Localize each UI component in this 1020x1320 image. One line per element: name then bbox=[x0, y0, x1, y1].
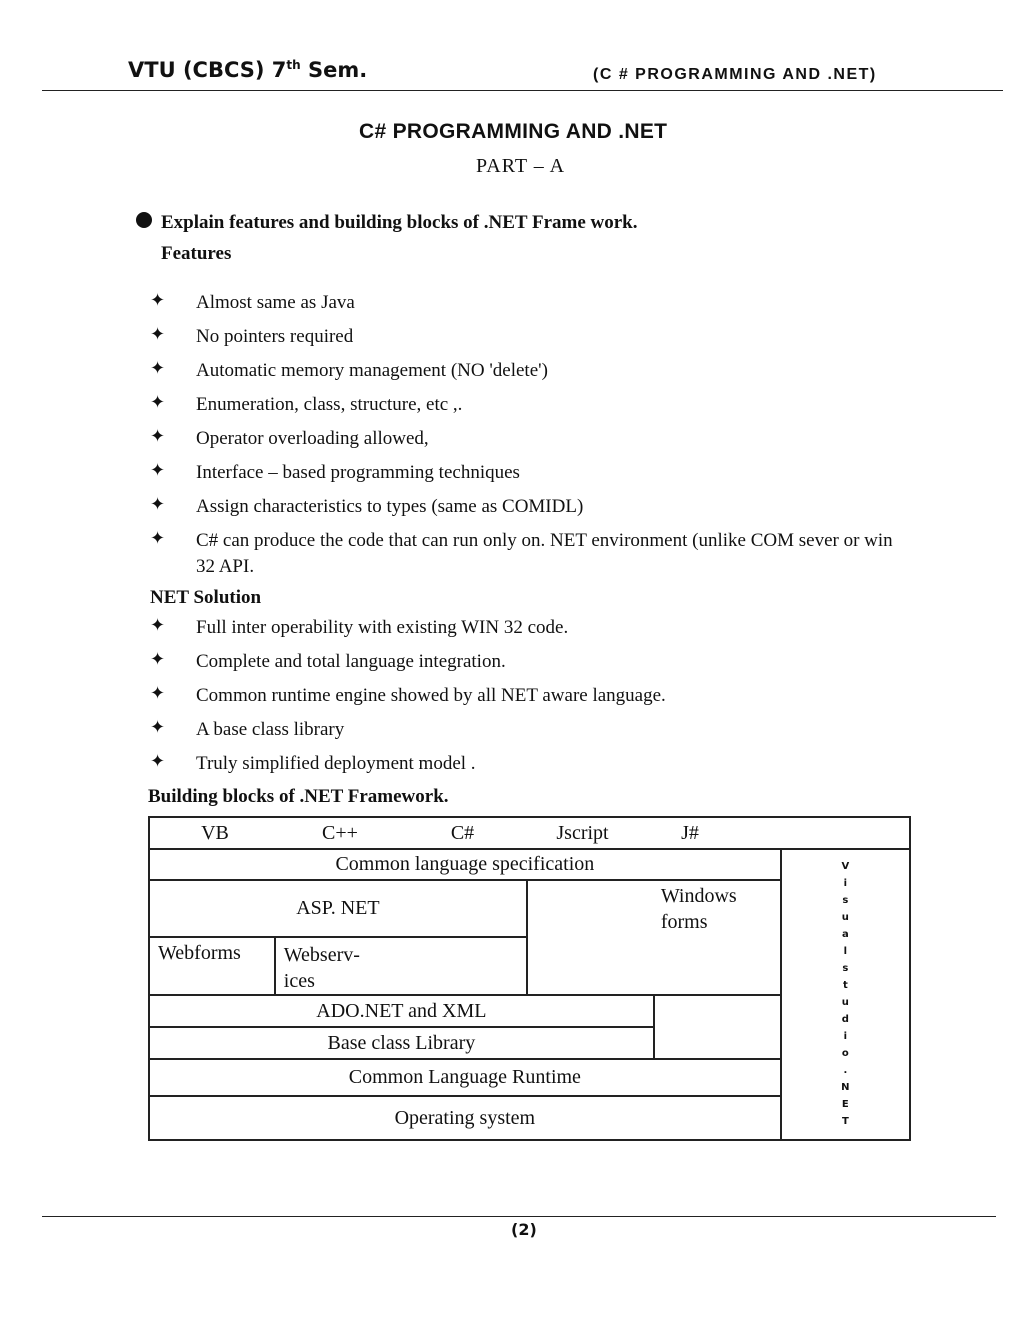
vs-letter: E bbox=[841, 1099, 849, 1110]
header-divider bbox=[42, 90, 1003, 91]
visual-studio-letters bbox=[782, 858, 909, 1130]
cls-cell: Common language specification bbox=[149, 849, 781, 880]
star-bullet-icon: ✦ bbox=[150, 426, 166, 446]
header-right: (C # PROGRAMMING AND .NET) bbox=[593, 66, 877, 83]
vs-letter: a bbox=[841, 929, 849, 940]
framework-diagram bbox=[148, 816, 911, 1141]
lang-csharp: C# bbox=[450, 821, 475, 844]
part-label: PART – A bbox=[476, 155, 566, 177]
star-bullet-icon: ✦ bbox=[150, 683, 166, 703]
empty-side-cell bbox=[654, 995, 781, 1059]
vs-letter: u bbox=[841, 997, 849, 1008]
vs-letter: o bbox=[841, 1048, 849, 1059]
webservices-label: Webserv- ices bbox=[283, 944, 360, 992]
vs-letter: s bbox=[842, 963, 849, 974]
footer-divider bbox=[42, 1216, 996, 1217]
question-text: Explain features and building blocks of .NET Frame work. bbox=[161, 212, 638, 233]
page-title: C# PROGRAMMING AND .NET bbox=[359, 120, 668, 143]
star-bullet-icon: ✦ bbox=[150, 358, 166, 378]
vs-letter: u bbox=[841, 912, 849, 923]
webforms-cell: Webforms bbox=[149, 937, 275, 995]
lang-cpp: C++ bbox=[322, 821, 358, 844]
star-bullet-icon: ✦ bbox=[150, 290, 166, 310]
features-heading: Features bbox=[161, 243, 232, 264]
vs-letter: . bbox=[843, 1065, 848, 1076]
star-bullet-icon: ✦ bbox=[150, 460, 166, 480]
header-course: VTU (CBCS) 7 bbox=[128, 58, 287, 82]
star-bullet-icon: ✦ bbox=[150, 751, 166, 771]
building-blocks-heading: Building blocks of .NET Framework. bbox=[148, 786, 449, 807]
vs-letter: i bbox=[843, 878, 848, 889]
header-left bbox=[128, 58, 367, 82]
adonet-cell: ADO.NET and XML bbox=[149, 995, 654, 1027]
vs-letter: N bbox=[841, 1082, 850, 1093]
star-bullet-icon: ✦ bbox=[150, 649, 166, 669]
vs-letter: d bbox=[841, 1014, 849, 1025]
vs-letter: T bbox=[841, 1116, 849, 1127]
star-bullet-icon: ✦ bbox=[150, 324, 166, 344]
languages-row bbox=[149, 817, 910, 849]
vs-letter: t bbox=[842, 980, 848, 991]
header-sup: th bbox=[286, 58, 301, 72]
aspnet-cell: ASP. NET bbox=[149, 880, 527, 937]
vs-letter: V bbox=[841, 861, 850, 872]
visual-studio-column bbox=[781, 849, 910, 1140]
star-bullet-icon: ✦ bbox=[150, 717, 166, 737]
os-cell: Operating system bbox=[149, 1096, 781, 1140]
star-bullet-icon: ✦ bbox=[150, 528, 166, 548]
star-bullet-icon: ✦ bbox=[150, 615, 166, 635]
lang-jsharp: J# bbox=[681, 821, 699, 844]
question-bullet-icon bbox=[136, 212, 152, 228]
header-sem: Sem. bbox=[300, 58, 368, 82]
winforms-label: Windows forms bbox=[660, 885, 737, 933]
vs-letter: i bbox=[843, 1031, 848, 1042]
star-bullet-icon: ✦ bbox=[150, 494, 166, 514]
star-bullet-icon: ✦ bbox=[150, 392, 166, 412]
lang-vb: VB bbox=[201, 821, 229, 844]
lang-jscript: Jscript bbox=[556, 821, 609, 844]
bcl-cell: Base class Library bbox=[149, 1027, 654, 1059]
webservices-cell bbox=[275, 937, 527, 995]
vs-letter: s bbox=[842, 895, 849, 906]
clr-cell: Common Language Runtime bbox=[149, 1059, 781, 1096]
winforms-cell bbox=[527, 880, 781, 995]
solution-heading: NET Solution bbox=[150, 587, 262, 608]
vs-letter: l bbox=[843, 946, 848, 957]
page-number: (2) bbox=[511, 1220, 537, 1239]
